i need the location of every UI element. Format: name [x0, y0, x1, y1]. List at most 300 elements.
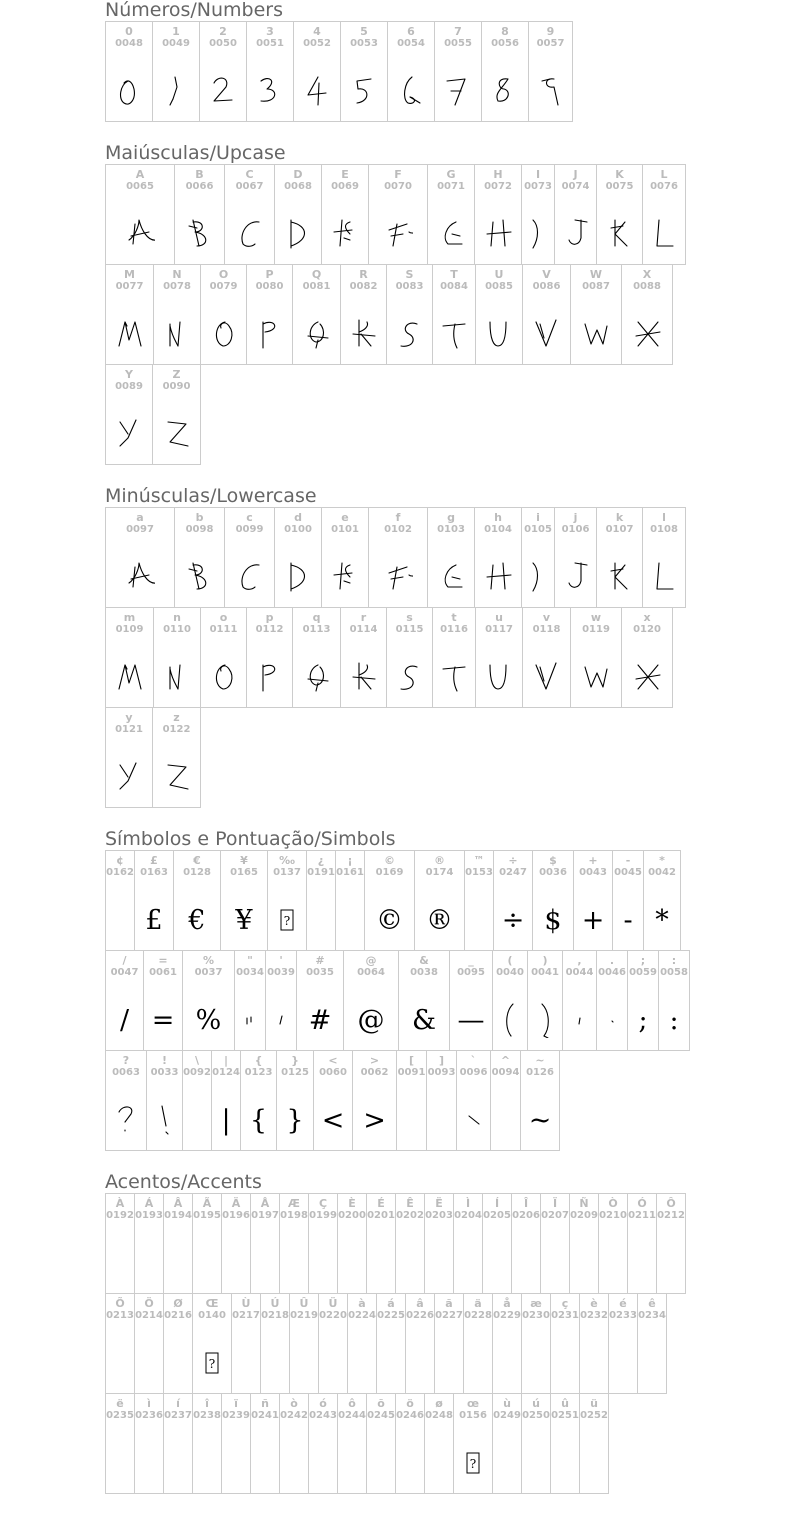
glyph-character-label: € — [193, 854, 201, 867]
glyph-character-label: ™ — [473, 854, 485, 867]
glyph-cell — [475, 264, 523, 365]
section-spacer — [105, 1150, 795, 1172]
glyph-preview — [336, 897, 364, 943]
glyph-preview: € — [188, 904, 206, 936]
glyph-preview: - — [623, 904, 633, 936]
glyph-code-label: 0038 — [410, 967, 438, 978]
glyph-preview — [657, 1240, 685, 1286]
glyph-preview — [396, 1440, 424, 1486]
glyph-code-label: 0120 — [633, 624, 661, 635]
glyph-cell — [432, 607, 476, 708]
glyph-code-label: 0042 — [648, 867, 676, 878]
glyph-row — [105, 850, 795, 950]
glyph-code-label: 0070 — [384, 181, 412, 192]
handwritten-glyph-icon — [495, 1002, 525, 1038]
glyph-cell — [221, 1193, 251, 1294]
glyph-cell — [554, 164, 597, 265]
glyph-preview — [341, 311, 386, 357]
glyph-cell — [234, 950, 266, 1051]
glyph-code-label: 0048 — [115, 38, 143, 49]
glyph-preview — [482, 68, 528, 114]
glyph-cell — [105, 507, 175, 608]
handwritten-glyph-icon — [114, 416, 144, 452]
glyph-code-label: 0128 — [183, 867, 211, 878]
glyph-character-label: Å — [260, 1197, 270, 1210]
glyph-character-label: l — [662, 511, 666, 524]
glyph-code-label: 0055 — [444, 38, 472, 49]
glyph-character-label: ç — [561, 1297, 569, 1310]
glyph-preview: | — [221, 1104, 231, 1136]
glyph-character-label: V — [542, 268, 551, 281]
glyph-preview — [476, 654, 522, 700]
handwritten-glyph-icon — [114, 73, 144, 109]
glyph-code-label: 0110 — [163, 624, 191, 635]
handwritten-glyph-icon — [632, 659, 662, 695]
glyph-preview — [464, 1340, 492, 1386]
glyph-preview — [476, 311, 522, 357]
section-spacer — [105, 121, 795, 143]
glyph-preview — [428, 211, 474, 257]
glyph-preview — [154, 311, 200, 357]
handwritten-glyph-icon — [349, 316, 379, 352]
glyph-cell — [527, 950, 563, 1051]
glyph-cell — [522, 264, 571, 365]
glyph-preview — [201, 654, 246, 700]
glyph-code-label: 0225 — [377, 1310, 405, 1321]
glyph-row — [105, 164, 795, 264]
glyph-cell — [246, 607, 293, 708]
glyph-code-label: 0192 — [106, 1210, 134, 1221]
glyph-character-label: _ — [468, 954, 474, 967]
glyph-character-label: Ø — [173, 1297, 183, 1310]
glyph-character-label: ù — [503, 1397, 511, 1410]
glyph-character-label: 4 — [313, 25, 321, 38]
handwritten-glyph-icon — [283, 216, 313, 252]
glyph-character-label: ÷ — [508, 854, 518, 867]
glyph-code-label: 0037 — [194, 967, 223, 978]
glyph-code-label: 0050 — [209, 38, 237, 49]
glyph-code-label: 0227 — [435, 1310, 463, 1321]
glyph-character-label: ü — [590, 1397, 598, 1410]
glyph-character-label: æ — [530, 1297, 542, 1310]
glyph-code-label: 0093 — [427, 1067, 456, 1078]
glyph-cell — [366, 1193, 396, 1294]
handwritten-glyph-icon — [439, 659, 469, 695]
glyph-character-label: È — [348, 1197, 356, 1210]
glyph-preview: + — [581, 904, 605, 936]
glyph-preview: £ — [145, 904, 163, 936]
glyph-code-label: 0067 — [235, 181, 264, 192]
section-spacer — [105, 807, 795, 829]
glyph-cell — [642, 507, 686, 608]
glyph-cell — [449, 950, 493, 1051]
glyph-code-label: 0191 — [307, 867, 335, 878]
svg-text:?: ? — [283, 914, 291, 928]
glyph-character-label: 1 — [172, 25, 180, 38]
glyph-cell — [105, 850, 135, 951]
glyph-character-label: z — [173, 711, 180, 724]
glyph-preview — [454, 1440, 492, 1486]
glyph-code-label: 0115 — [395, 624, 424, 635]
glyph-preview — [622, 654, 672, 700]
glyph-cell — [521, 507, 555, 608]
glyph-preview — [235, 997, 265, 1043]
glyph-code-label: 0237 — [164, 1410, 192, 1421]
handwritten-glyph-icon — [208, 73, 238, 109]
glyph-character-label: , — [577, 954, 582, 967]
glyph-cell — [174, 507, 225, 608]
glyph-character-label: é — [619, 1297, 627, 1310]
handwritten-glyph-icon — [161, 73, 191, 109]
glyph-cell — [267, 850, 307, 951]
glyph-character-label: ) — [542, 954, 548, 967]
glyph-cell — [153, 607, 201, 708]
glyph-row — [105, 1050, 795, 1150]
glyph-preview — [164, 1240, 192, 1286]
missing-glyph-box-icon — [280, 909, 294, 931]
glyph-preview — [193, 1240, 221, 1286]
handwritten-glyph-icon — [114, 759, 144, 795]
glyph-cell — [306, 850, 336, 951]
glyph-preview — [232, 1340, 260, 1386]
glyph-cell — [612, 850, 644, 951]
glyph-code-label: 0080 — [255, 281, 284, 292]
glyph-preview — [522, 554, 554, 600]
glyph-preview — [475, 211, 521, 257]
glyph-character-label: m — [123, 611, 136, 624]
glyph-character-label: å — [503, 1297, 511, 1310]
glyph-preview — [599, 1240, 627, 1286]
glyph-cell — [434, 1293, 464, 1394]
glyph-preview — [397, 1097, 426, 1143]
glyph-cell — [347, 1293, 377, 1394]
glyph-preview — [528, 997, 562, 1043]
glyph-code-label: 0229 — [493, 1310, 521, 1321]
handwritten-glyph-icon — [383, 216, 413, 252]
glyph-cell — [152, 364, 201, 465]
glyph-code-label: 0226 — [406, 1310, 434, 1321]
glyph-character-label: 0 — [125, 25, 133, 38]
glyph-code-label: 0123 — [244, 1067, 273, 1078]
glyph-code-label: 0043 — [579, 867, 607, 878]
glyph-preview — [309, 1240, 337, 1286]
glyph-cell — [182, 950, 235, 1051]
glyph-code-label: 0061 — [149, 967, 177, 978]
glyph-cell — [308, 1193, 338, 1294]
glyph-cell — [173, 850, 221, 951]
glyph-character-label: P — [265, 268, 274, 281]
glyph-preview — [106, 311, 153, 357]
glyph-code-label: 0230 — [522, 1310, 550, 1321]
glyph-preview — [294, 68, 340, 114]
glyph-character-label: & — [419, 954, 429, 967]
glyph-preview — [512, 1240, 540, 1286]
glyph-cell — [562, 950, 597, 1051]
glyph-preview: ; — [638, 1004, 648, 1036]
section-spacer — [105, 464, 795, 486]
glyph-row — [105, 607, 795, 707]
glyph-cell — [598, 1193, 628, 1294]
glyph-preview — [106, 68, 152, 114]
glyph-preview — [622, 311, 672, 357]
glyph-cell — [340, 21, 388, 122]
glyph-character-label: > — [369, 1054, 380, 1067]
glyph-preview — [275, 211, 321, 257]
glyph-preview — [529, 68, 572, 114]
glyph-code-label: 0224 — [348, 1310, 376, 1321]
glyph-code-label: 0216 — [164, 1310, 192, 1321]
glyph-cell — [337, 1193, 367, 1294]
handwritten-glyph-icon — [235, 559, 265, 595]
glyph-cell — [296, 950, 344, 1051]
glyph-preview — [247, 311, 292, 357]
glyph-cell — [352, 1050, 397, 1151]
glyph-code-label: 0075 — [605, 181, 634, 192]
glyph-preview — [222, 1440, 250, 1486]
glyph-preview — [154, 654, 200, 700]
glyph-cell — [105, 1393, 135, 1494]
glyph-character-label: / — [122, 954, 127, 967]
glyph-code-label: 0046 — [598, 967, 626, 978]
glyph-cell — [308, 1393, 338, 1494]
glyph-preview: @ — [357, 1004, 385, 1036]
glyph-character-label: 7 — [454, 25, 462, 38]
glyph-code-label: 0228 — [464, 1310, 492, 1321]
glyph-preview — [493, 997, 527, 1043]
missing-glyph-box-icon — [205, 1352, 219, 1374]
glyph-row — [105, 364, 795, 464]
glyph-character-label: a — [136, 511, 144, 524]
glyph-code-label: 0193 — [135, 1210, 163, 1221]
glyph-preview — [563, 997, 596, 1043]
glyph-preview — [251, 1440, 279, 1486]
glyph-cell — [192, 1293, 232, 1394]
glyph-row — [105, 950, 795, 1050]
handwritten-glyph-icon — [532, 316, 562, 352]
glyph-cell — [105, 1193, 135, 1294]
glyph-cell — [224, 507, 275, 608]
handwritten-glyph-icon — [235, 1002, 265, 1038]
glyph-cell — [405, 1293, 435, 1394]
glyph-preview — [293, 654, 340, 700]
glyph-character-label: E — [341, 168, 349, 181]
glyph-cell — [246, 21, 294, 122]
glyph-cell — [105, 607, 154, 708]
glyph-character-label: â — [416, 1297, 424, 1310]
glyph-character-label: ‰ — [279, 854, 295, 867]
glyph-preview — [628, 1240, 656, 1286]
glyph-code-label: 0242 — [280, 1410, 308, 1421]
glyph-code-label: 0197 — [251, 1210, 279, 1221]
glyph-preview — [522, 1340, 550, 1386]
glyph-character-label: Î — [523, 1197, 529, 1210]
handwritten-glyph-icon — [185, 559, 215, 595]
glyph-character-label: ñ — [261, 1397, 269, 1410]
glyph-cell — [335, 850, 365, 951]
glyph-cell — [398, 950, 450, 1051]
glyph-code-label: 0121 — [115, 724, 143, 735]
glyph-character-label: W — [589, 268, 603, 281]
glyph-cell — [550, 1293, 580, 1394]
glyph-code-label: 0153 — [465, 867, 493, 878]
handwritten-glyph-icon — [565, 1002, 595, 1038]
glyph-cell — [289, 1293, 319, 1394]
glyph-code-label: 0057 — [536, 38, 565, 49]
glyph-code-label: 0233 — [609, 1310, 637, 1321]
glyph-character-label: R — [359, 268, 368, 281]
glyph-cell — [658, 950, 690, 1051]
glyph-character-label: 2 — [219, 25, 227, 38]
glyph-character-label: Á — [144, 1197, 154, 1210]
glyph-code-label: 0034 — [236, 967, 264, 978]
svg-text:?: ? — [208, 1357, 216, 1371]
glyph-code-label: 0199 — [309, 1210, 337, 1221]
glyph-character-label: ( — [507, 954, 513, 967]
handwritten-glyph-icon — [561, 559, 591, 595]
glyph-preview: # — [308, 1004, 332, 1036]
glyph-character-label: ; — [640, 954, 646, 967]
glyph-code-label: 0125 — [281, 1067, 309, 1078]
glyph-cell — [637, 1293, 667, 1394]
glyph-code-label: 0194 — [164, 1210, 192, 1221]
section-1 — [105, 143, 795, 464]
glyph-character-label: Ê — [406, 1197, 414, 1210]
glyph-character-label: Ë — [435, 1197, 443, 1210]
glyph-cell — [395, 1193, 425, 1294]
glyph-character-label: ¡ — [347, 854, 353, 867]
glyph-character-label: A — [135, 168, 145, 181]
glyph-cell — [368, 164, 428, 265]
glyph-character-label: Ï — [552, 1197, 558, 1210]
glyph-code-label: 0100 — [284, 524, 312, 535]
glyph-cell — [274, 164, 322, 265]
handwritten-glyph-icon — [523, 216, 553, 252]
glyph-code-label: 0236 — [135, 1410, 163, 1421]
glyph-preview — [555, 211, 596, 257]
glyph-code-label: 0041 — [531, 967, 559, 978]
glyph-preview: { — [249, 1104, 268, 1136]
glyph-cell — [313, 1050, 353, 1151]
glyph-code-label: 0162 — [106, 867, 134, 878]
glyph-character-label: ~ — [535, 1054, 545, 1067]
glyph-cell — [279, 1193, 309, 1294]
handwritten-glyph-icon — [649, 559, 679, 595]
section-title: Maiúsculas/Upcase — [105, 142, 286, 164]
glyph-character-label: T — [450, 268, 458, 281]
section-title: Minúsculas/Lowercase — [105, 485, 317, 507]
glyph-code-label: 0049 — [162, 38, 190, 49]
glyph-character-label: n — [173, 611, 181, 624]
handwritten-glyph-icon — [483, 559, 513, 595]
glyph-character-label: g — [447, 511, 455, 524]
glyph-character-label: % — [202, 954, 215, 967]
glyph-preview — [268, 897, 306, 943]
glyph-cell — [396, 1050, 427, 1151]
glyph-code-label: 0112 — [255, 624, 284, 635]
glyph-code-label: 0083 — [395, 281, 424, 292]
glyph-cell — [532, 850, 574, 951]
glyph-cell — [569, 1193, 599, 1294]
glyph-code-label: 0219 — [290, 1310, 318, 1321]
glyph-code-label: 0243 — [309, 1410, 337, 1421]
glyph-cell — [521, 1293, 551, 1394]
glyph-character-label: * — [659, 854, 665, 867]
glyph-cell — [475, 607, 523, 708]
glyph-cell — [540, 1193, 570, 1294]
glyph-character-label: ` — [470, 1054, 477, 1067]
handwritten-glyph-icon — [459, 1102, 489, 1138]
glyph-cell — [554, 507, 597, 608]
glyph-cell — [250, 1393, 280, 1494]
glyph-cell — [424, 1193, 454, 1294]
glyph-code-label: 0213 — [106, 1310, 134, 1321]
glyph-preview — [433, 311, 475, 357]
glyph-cell — [376, 1293, 406, 1394]
glyph-row — [105, 507, 795, 607]
glyph-character-label: u — [495, 611, 503, 624]
glyph-cell — [627, 950, 659, 1051]
glyph-cell — [105, 21, 153, 122]
glyph-preview — [541, 1240, 569, 1286]
glyph-preview — [106, 554, 174, 600]
glyph-cell — [163, 1193, 193, 1294]
glyph-cell — [490, 1050, 521, 1151]
glyph-character-label: 5 — [360, 25, 368, 38]
glyph-cell — [274, 507, 322, 608]
glyph-preview — [183, 1097, 211, 1143]
glyph-cell — [163, 1293, 193, 1394]
glyph-code-label: 0206 — [512, 1210, 540, 1221]
glyph-character-label: ¿ — [317, 854, 325, 867]
glyph-character-label: K — [615, 168, 624, 181]
glyph-cell — [200, 264, 247, 365]
glyph-preview: > — [363, 1104, 386, 1136]
glyph-character-label: . — [609, 954, 615, 967]
glyph-character-label: ? — [122, 1054, 130, 1067]
glyph-character-label: r — [360, 611, 367, 624]
glyph-cell — [492, 950, 528, 1051]
handwritten-glyph-icon — [330, 559, 360, 595]
glyph-code-label: 0232 — [580, 1310, 608, 1321]
glyph-code-label: 0088 — [633, 281, 661, 292]
glyph-preview — [338, 1240, 366, 1286]
glyph-character-label: 8 — [501, 25, 509, 38]
glyph-cell — [474, 164, 522, 265]
glyph-code-label: 0203 — [425, 1210, 453, 1221]
glyph-character-label: G — [446, 168, 456, 181]
glyph-preview — [293, 311, 340, 357]
glyph-character-label: ö — [406, 1397, 414, 1410]
glyph-preview — [369, 211, 427, 257]
glyph-preview — [106, 897, 134, 943]
handwritten-glyph-icon — [490, 73, 520, 109]
glyph-code-label: 0098 — [185, 524, 214, 535]
glyph-code-label: 0116 — [440, 624, 468, 635]
handwritten-glyph-icon — [162, 659, 192, 695]
glyph-character-label: Û — [299, 1297, 309, 1310]
glyph-row — [105, 707, 795, 807]
glyph-character-label: Z — [172, 368, 181, 381]
glyph-preview: < — [321, 1104, 345, 1136]
glyph-preview — [457, 1097, 490, 1143]
glyph-cell — [276, 1050, 314, 1151]
glyph-cell — [520, 1050, 560, 1151]
glyph-character-label: | — [223, 1054, 229, 1067]
glyph-preview — [369, 554, 427, 600]
glyph-character-label: è — [590, 1297, 598, 1310]
glyph-cell — [240, 1050, 277, 1151]
glyph-character-label: D — [293, 168, 303, 181]
